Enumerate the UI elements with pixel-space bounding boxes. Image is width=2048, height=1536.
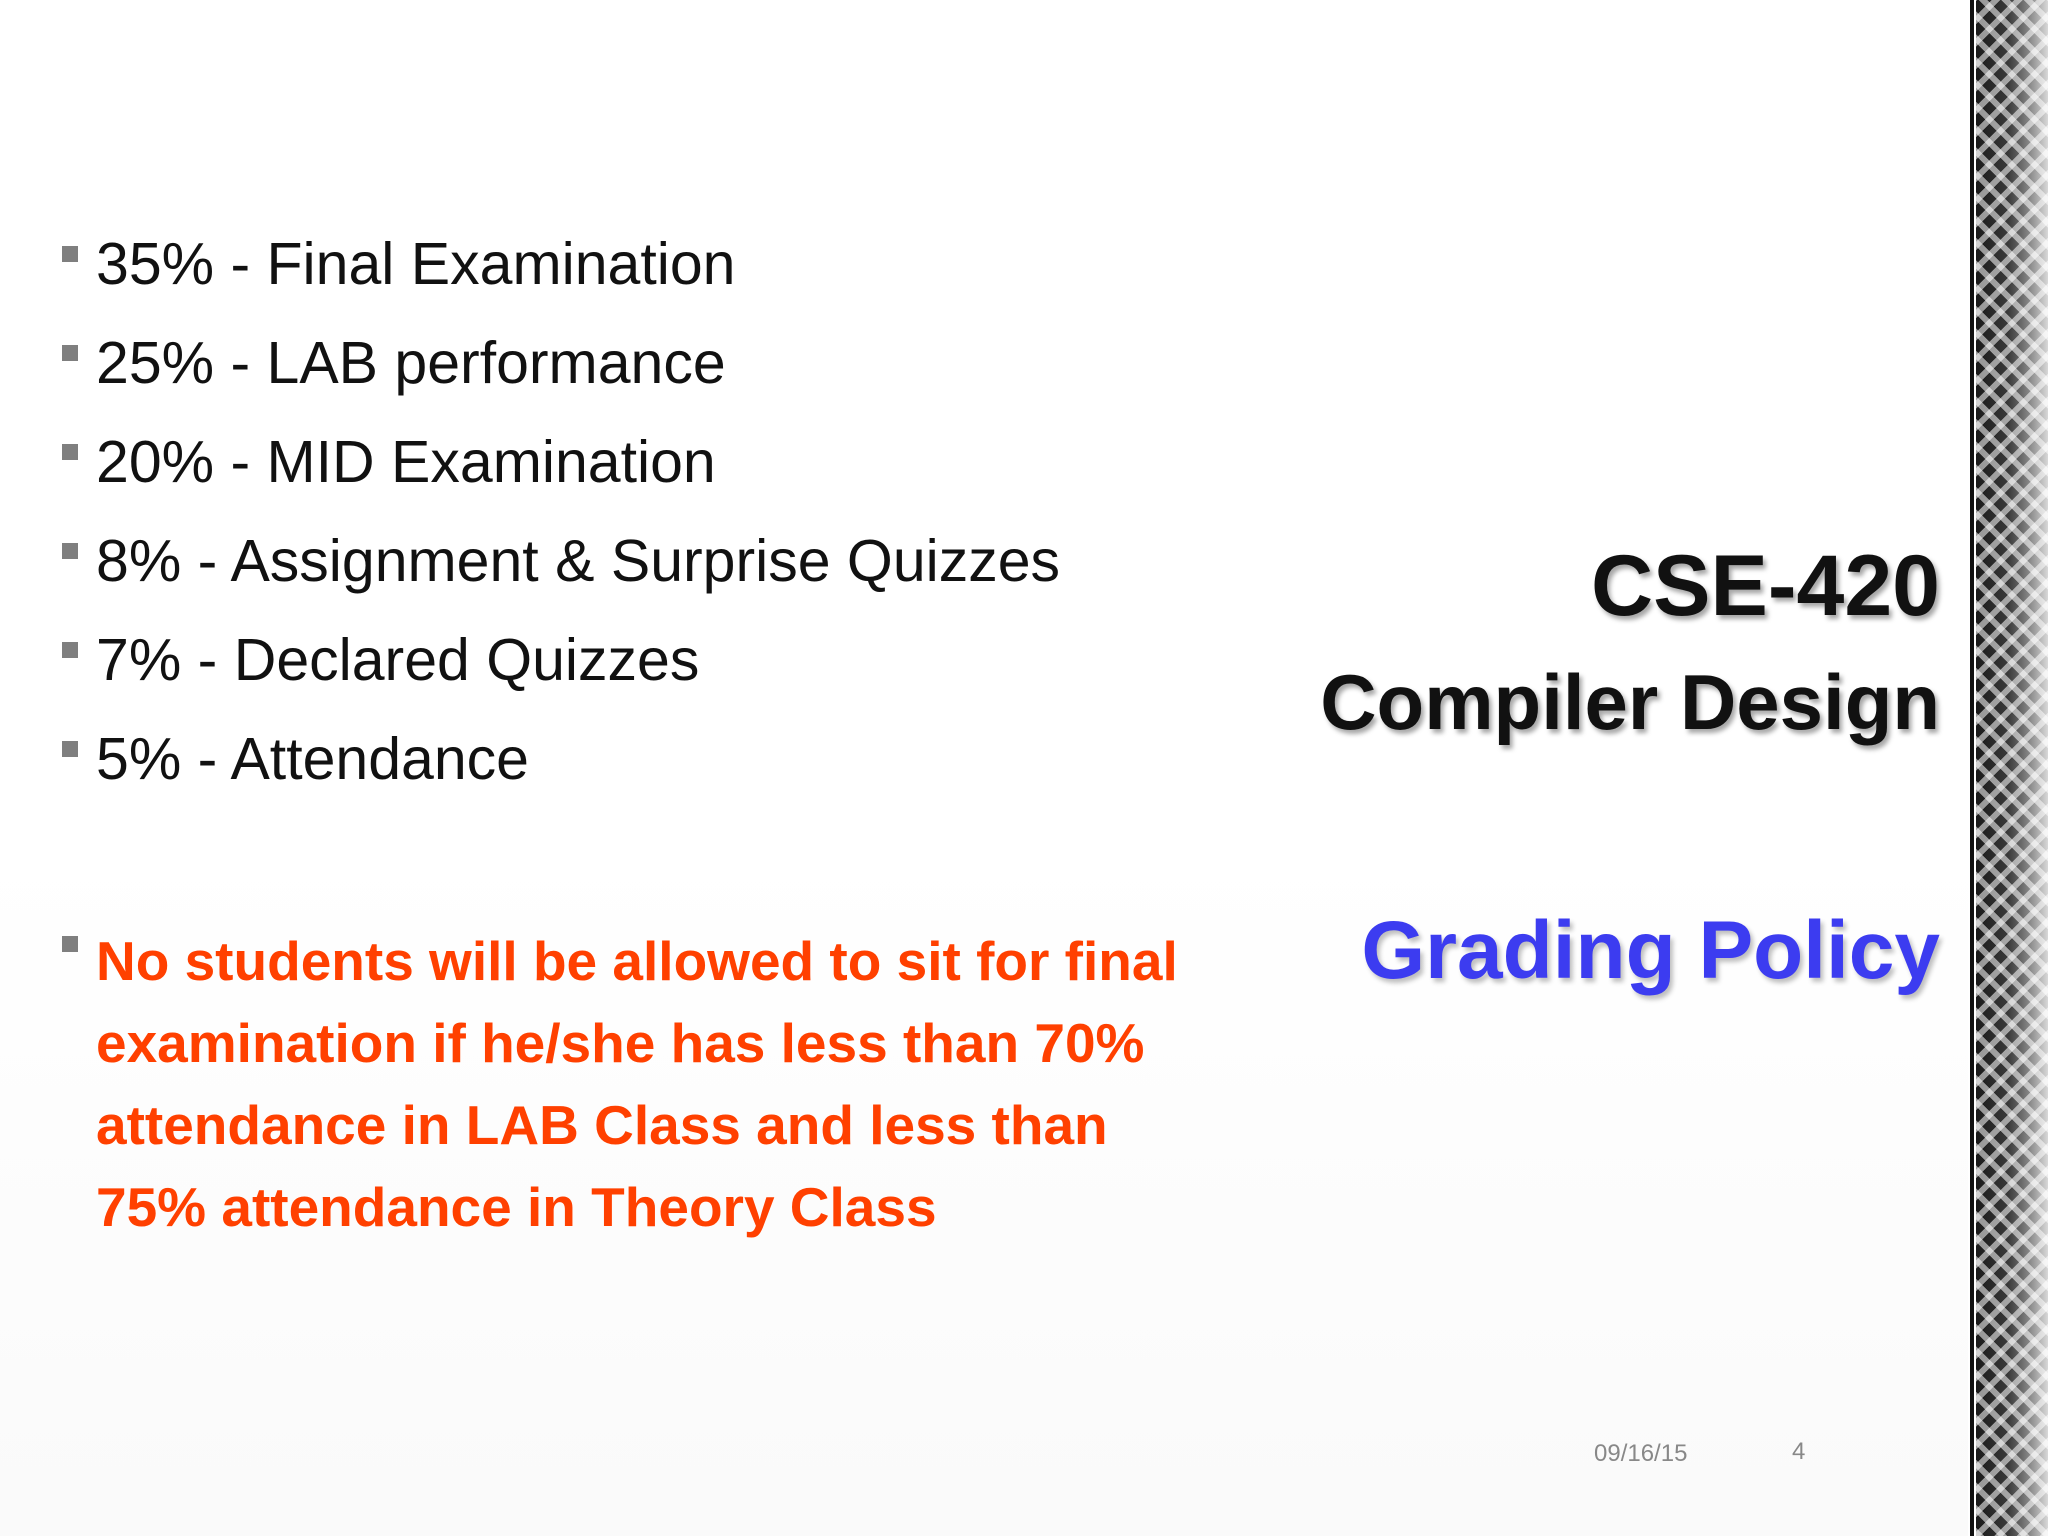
list-item <box>60 717 1210 816</box>
list-item <box>60 222 1210 321</box>
list-item <box>60 420 1210 519</box>
course-code: CSE-420 <box>1591 538 1940 634</box>
slide-title <box>1320 530 1940 762</box>
square-bullet-icon <box>62 444 78 460</box>
course-name: Compiler Design <box>1320 658 1940 746</box>
square-bullet-icon <box>62 741 78 757</box>
grading-item-text: 5% - Attendance <box>96 726 529 792</box>
square-bullet-icon <box>62 936 78 952</box>
list-item <box>60 618 1210 717</box>
grading-item-text: 35% - Final Examination <box>96 231 736 297</box>
decorative-side-strip <box>1976 0 2048 1536</box>
decorative-divider <box>1968 0 1976 1536</box>
attendance-warning <box>60 920 1210 1248</box>
slide-subtitle: Grading Policy <box>1361 905 1940 996</box>
list-item <box>60 321 1210 420</box>
list-item <box>60 519 1210 618</box>
grading-item-text: 20% - MID Examination <box>96 429 716 495</box>
grading-item-text: 25% - LAB performance <box>96 330 726 396</box>
square-bullet-icon <box>62 543 78 559</box>
page-number: 4 <box>1792 1438 1806 1465</box>
square-bullet-icon <box>62 246 78 262</box>
grading-breakdown-list <box>60 222 1210 816</box>
square-bullet-icon <box>62 642 78 658</box>
grading-item-text: 7% - Declared Quizzes <box>96 627 700 693</box>
footer-date: 09/16/15 <box>1594 1440 1688 1467</box>
square-bullet-icon <box>62 345 78 361</box>
grading-item-text: 8% - Assignment & Surprise Quizzes <box>96 528 1061 594</box>
attendance-warning-text: No students will be allowed to sit for final examination if he/she has less than 70% attendance in LAB Class and less than 75% attendance in Theory Class <box>96 930 1178 1238</box>
